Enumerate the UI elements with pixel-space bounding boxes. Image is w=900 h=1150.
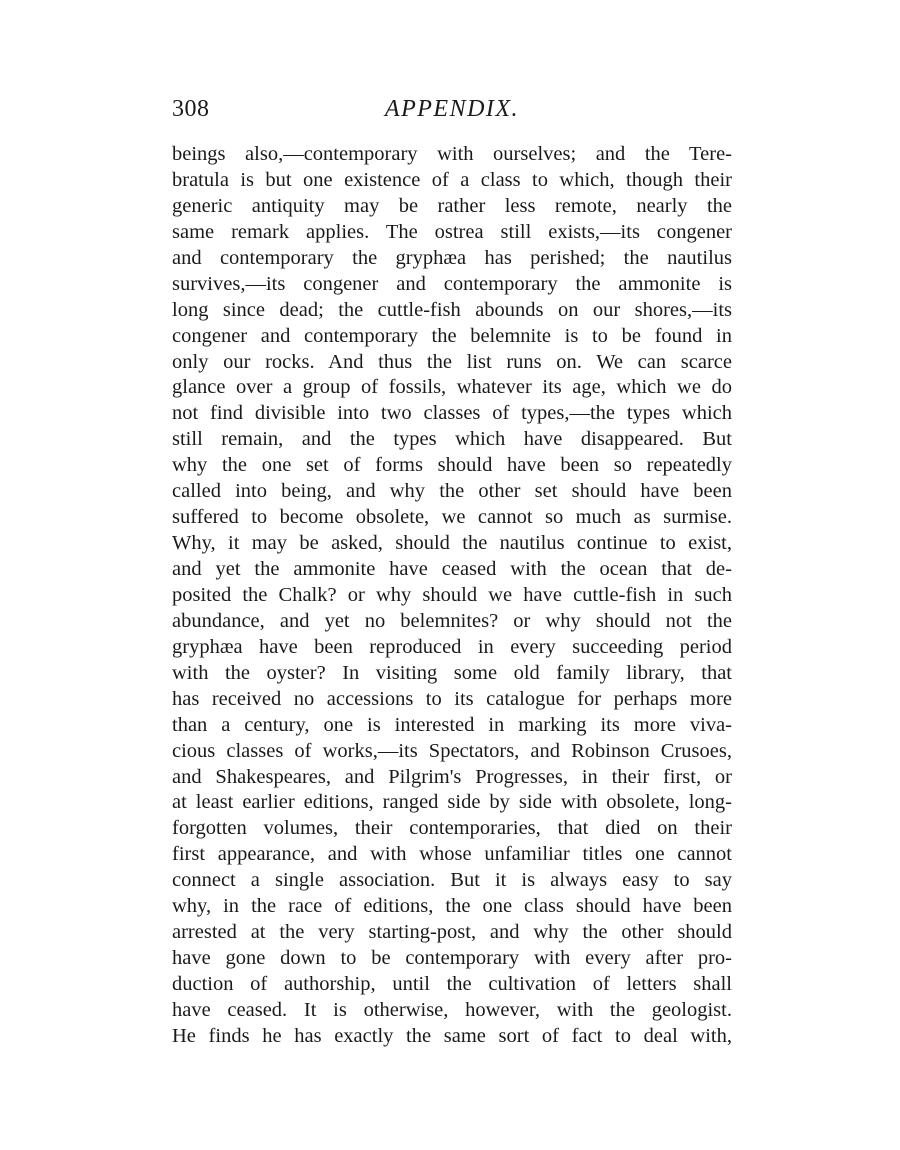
text-line: have gone down to be contemporary with every after pro-	[172, 947, 732, 970]
text-line: have ceased. It is otherwise, however, with the geologist.	[172, 998, 732, 1021]
text-line: first appearance, and with whose unfamiliar titles one cannot	[172, 843, 732, 866]
text-line: has received no accessions to its catalogue for perhaps more	[172, 687, 732, 710]
text-line: abundance, and yet no belemnites? or why should not the	[172, 609, 732, 632]
text-line: and Shakespeares, and Pilgrim's Progresses, in their first, or	[172, 765, 732, 788]
text-line: why, in the race of editions, the one class should have been	[172, 895, 732, 918]
text-line: with the oyster? In visiting some old family library, that	[172, 661, 732, 684]
page-header-title: APPENDIX.	[384, 96, 520, 122]
page-number: 308	[172, 96, 210, 122]
text-line: at least earlier editions, ranged side by side with obsolete, long-	[172, 791, 732, 814]
text-line: glance over a group of fossils, whatever its age, which we do	[172, 376, 732, 399]
text-line: survives,—its congener and contemporary the ammonite is	[172, 272, 732, 295]
text-line: arrested at the very starting-post, and why the other should	[172, 921, 732, 944]
running-head	[172, 92, 732, 126]
text-line: only our rocks. And thus the list runs on. We can scarce	[172, 350, 732, 373]
text-line: still remain, and the types which have disappeared. But	[172, 428, 732, 451]
text-line: connect a single association. But it is always easy to say	[172, 869, 732, 892]
text-line: Why, it may be asked, should the nautilus continue to exist,	[172, 532, 732, 555]
text-line: why the one set of forms should have been so repeatedly	[172, 454, 732, 477]
text-line: forgotten volumes, their contemporaries, that died on their	[172, 817, 732, 840]
text-line: bratula is but one existence of a class to which, though their	[172, 168, 732, 191]
text-line: beings also,—contemporary with ourselves; and the Tere-	[172, 143, 732, 165]
body-paragraph	[172, 142, 732, 1050]
text-line: suffered to become obsolete, we cannot so much as surmise.	[172, 506, 732, 529]
text-line: generic antiquity may be rather less remote, nearly the	[172, 194, 732, 217]
text-line: long since dead; the cuttle-fish abounds on our shores,—its	[172, 298, 732, 321]
text-line: He finds he has exactly the same sort of fact to deal with,	[172, 1024, 732, 1047]
text-line: not find divisible into two classes of types,—the types which	[172, 402, 732, 425]
text-line: cious classes of works,—its Spectators, and Robinson Crusoes,	[172, 739, 732, 762]
text-line: called into being, and why the other set should have been	[172, 480, 732, 503]
text-line: congener and contemporary the belemnite is to be found in	[172, 324, 732, 347]
text-line: than a century, one is interested in marking its more viva-	[172, 713, 732, 736]
text-line: and contemporary the gryphæa has perished; the nautilus	[172, 246, 732, 269]
text-line: duction of authorship, until the cultivation of letters shall	[172, 973, 732, 995]
text-line: and yet the ammonite have ceased with the ocean that de-	[172, 558, 732, 580]
text-line: same remark applies. The ostrea still exists,—its congener	[172, 220, 732, 243]
text-line: posited the Chalk? or why should we have cuttle-fish in such	[172, 583, 732, 606]
text-line: gryphæa have been reproduced in every succeeding period	[172, 635, 732, 658]
